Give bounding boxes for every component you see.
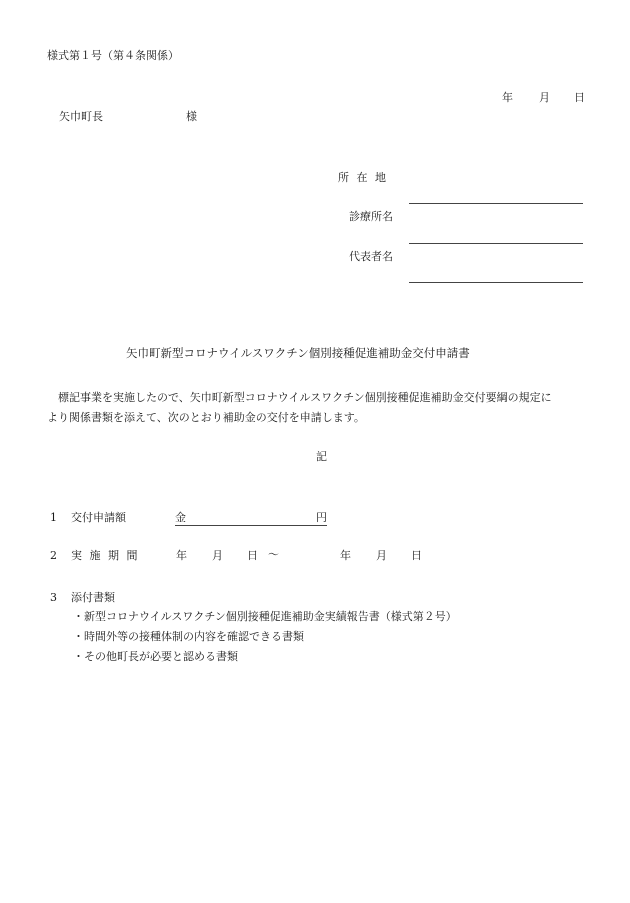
period-start-year: 年 (176, 549, 187, 562)
addressee-honorific: 様 (186, 110, 197, 123)
item-label: 実 施 期 間 (71, 549, 140, 562)
attachment-item: ・時間外等の接種体制の内容を確認できる書類 (73, 630, 304, 643)
document-title: 矢巾町新型コロナウイルスワクチン個別接種促進補助金交付申請書 (126, 346, 470, 360)
body-line-2: より関係書類を添えて、次のとおり補助金の交付を申請します。 (47, 411, 365, 424)
period-end-day: 日 (411, 549, 422, 562)
period-end-month: 月 (376, 549, 387, 562)
item-label: 添付書類 (71, 591, 115, 604)
date-month: 月 (539, 91, 550, 104)
item-label: 交付申請額 (71, 511, 126, 524)
period-start-month: 月 (212, 549, 223, 562)
body-line-1: 標記事業を実施したので、矢巾町新型コロナウイルスワクチン個別接種促進補助金交付要綱の規定に (58, 391, 552, 404)
address-line (409, 203, 583, 204)
representative-line (409, 282, 583, 283)
period-end-year: 年 (340, 549, 351, 562)
item-number: 3 (50, 591, 57, 604)
ki-heading: 記 (316, 450, 327, 463)
amount-prefix: 金 (175, 511, 186, 524)
address-label: 所 在 地 (338, 171, 388, 184)
addressee-name: 矢巾町長 (59, 110, 103, 123)
body-paragraph (47, 388, 587, 428)
item-number: 1 (50, 511, 57, 524)
amount-underline (175, 525, 327, 526)
clinic-name-line (409, 243, 583, 244)
date-day: 日 (574, 91, 585, 104)
item-number: 2 (50, 549, 57, 562)
clinic-name-label: 診療所名 (349, 210, 393, 223)
attachment-item: ・新型コロナウイルスワクチン個別接種促進補助金実績報告書（様式第２号） (73, 610, 457, 623)
period-start-day: 日 (247, 549, 258, 562)
form-number: 様式第１号（第４条関係） (47, 49, 179, 62)
representative-label: 代表者名 (349, 250, 393, 263)
period-separator: 〜 (268, 548, 279, 561)
attachment-item: ・その他町長が必要と認める書類 (73, 650, 238, 663)
date-year: 年 (502, 91, 513, 104)
amount-suffix: 円 (316, 511, 327, 524)
